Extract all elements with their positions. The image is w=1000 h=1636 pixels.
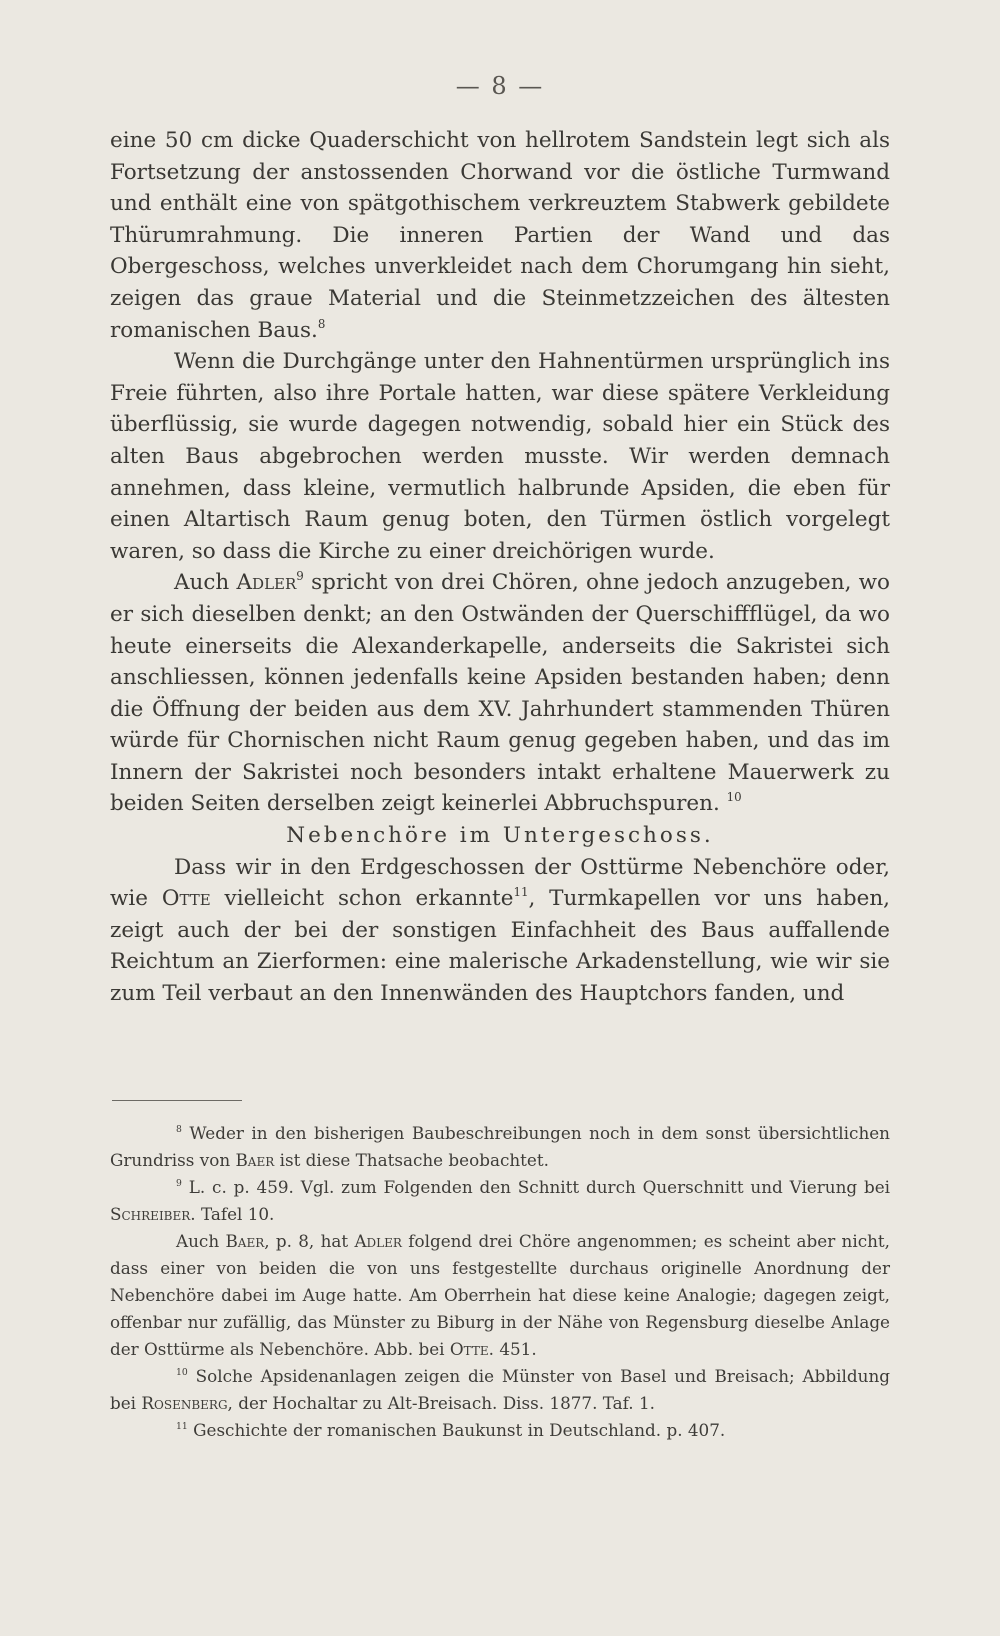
footnote-text: . 451. bbox=[488, 1339, 537, 1359]
author-name-otte: Otte bbox=[161, 886, 211, 912]
paragraph-1 bbox=[110, 125, 890, 346]
paragraph-1-text: eine 50 cm dicke Quaderschicht von hellrotem Sandstein legt sich als Fortsetzung der anstossenden Chorwand vor die östliche Turmwand und enthält eine von spätgothischem verkreuztem Stabwerk gebildete Thürumrahmung. Die inneren Partien der Wand und das Obergeschoss, welches unverkleidet nach dem Chorumgang hin sieht, zeigen das graue Material und die Steinmetzzeichen des ältesten romanischen Baus. bbox=[110, 128, 890, 343]
author-name-otte: Otte bbox=[449, 1339, 489, 1359]
footnote-text: Auch bbox=[176, 1231, 220, 1251]
main-text bbox=[110, 125, 890, 1010]
paragraph-4 bbox=[110, 852, 890, 1010]
author-name-adler: Adler bbox=[354, 1231, 402, 1251]
footnote-text: L. c. p. 459. Vgl. zum Folgenden den Schnitt durch Querschnitt und Vierung bei bbox=[188, 1177, 890, 1197]
footnote-number: 11 bbox=[176, 1421, 188, 1433]
footnote-number: 9 bbox=[176, 1178, 182, 1190]
section-heading: Nebenchöre im Untergeschoss. bbox=[286, 823, 714, 849]
footnote-text: Weder in den bisherigen Baubeschreibungen noch in dem sonst übersichtlichen Grundriss von bbox=[110, 1123, 890, 1170]
footnote-11 bbox=[110, 1417, 890, 1444]
footnote-9-continued bbox=[110, 1228, 890, 1363]
footnote-10 bbox=[110, 1363, 890, 1417]
footnote-divider bbox=[112, 1100, 242, 1101]
footnote-text: folgend drei Chöre angenommen; es scheint aber nicht, dass einer von beiden die von uns festgestellte durchaus originelle Anordnung der Nebenchöre dabei im Auge hatte. Am Oberrhein hat diese keine Analogie; dagegen zeigt, offenbar nur zufällig, das Münster zu Biburg in der Nähe von Regensburg dieselbe Anlage der Osttürme als Nebenchöre. Abb. bei bbox=[110, 1231, 891, 1359]
footnote-text: , p. 8, hat bbox=[264, 1231, 349, 1251]
author-name-baer: Baer bbox=[235, 1150, 275, 1170]
footnote-ref-10[interactable]: 10 bbox=[726, 790, 742, 805]
paragraph-3-text: spricht von drei Chören, ohne jedoch anzugeben, wo er sich dieselben denkt; an den Ostwänden der Querschiffflügel, da wo heute einerseits die Alexanderkapelle, anderseits die Sakristei sich anschliessen, können jedenfalls keine Apsiden bestanden haben; denn die Öffnung der beiden aus dem XV. Jahrhundert stammenden Thüren würde für Chornischen nicht Raum genug gegeben haben, und das im Innern der Sakristei noch besonders intakt erhaltene Mauerwerk zu beiden Seiten derselben zeigt keinerlei Abbruchspuren. bbox=[110, 570, 891, 817]
paragraph-4-lead: Dass wir in den Erdgeschossen der Osttürme Nebenchöre oder, wie bbox=[110, 854, 890, 912]
author-name-adler: Adler bbox=[236, 570, 297, 596]
footnote-text: Geschichte der romanischen Baukunst in Deutschland. p. 407. bbox=[193, 1420, 726, 1440]
footnote-number: 10 bbox=[176, 1367, 188, 1379]
footnote-number: 8 bbox=[176, 1124, 182, 1136]
footnotes bbox=[110, 1120, 890, 1444]
paragraph-2: Wenn die Durchgänge unter den Hahnentürmen ursprünglich ins Freie führten, also ihre Portale hatten, war diese spätere Verkleidung überflüssig, sie wurde dagegen notwendig, sobald hier ein Stück des alten Baus abgebrochen werden musste. Wir werden demnach annehmen, dass kleine, vermutlich halbrunde Apsiden, die eben für einen Altartisch Raum genug boten, den Türmen östlich vorgelegt waren, so dass die Kirche zu einer dreichörigen wurde. bbox=[110, 349, 890, 564]
paragraph-4-mid: vielleicht schon erkannte bbox=[224, 886, 514, 912]
paragraph-3 bbox=[110, 567, 890, 820]
paragraph-3-lead: Auch bbox=[174, 570, 230, 596]
page-number: — 8 — bbox=[455, 72, 545, 100]
paragraph-4-text: , Turmkapellen vor uns haben, zeigt auch der bei der sonstigen Einfachheit des Baus auffallende Reichtum an Zierformen: eine malerische Arkadenstellung, wie wir sie zum Teil verbaut an den Innenwänden des Hauptchors fanden, und bbox=[110, 886, 891, 1007]
footnote-8 bbox=[110, 1120, 890, 1174]
author-name-rosenberg: Rosenberg bbox=[141, 1393, 228, 1413]
footnote-text: ist diese Thatsache beobachtet. bbox=[279, 1150, 549, 1170]
footnote-text: . Tafel 10. bbox=[190, 1204, 275, 1224]
author-name-baer: Baer bbox=[225, 1231, 265, 1251]
footnote-9 bbox=[110, 1174, 890, 1228]
footnote-text: Solche Apsidenanlagen zeigen die Münster von Basel und Breisach; Abbildung bei bbox=[110, 1366, 890, 1413]
footnote-ref-8[interactable]: 8 bbox=[317, 316, 326, 331]
author-name-schreiber: Schreiber bbox=[110, 1204, 191, 1224]
footnote-ref-11[interactable]: 11 bbox=[513, 885, 529, 900]
footnote-ref-9[interactable]: 9 bbox=[296, 569, 304, 584]
footnote-text: , der Hochaltar zu Alt-Breisach. Diss. 1877. Taf. 1. bbox=[227, 1393, 655, 1413]
